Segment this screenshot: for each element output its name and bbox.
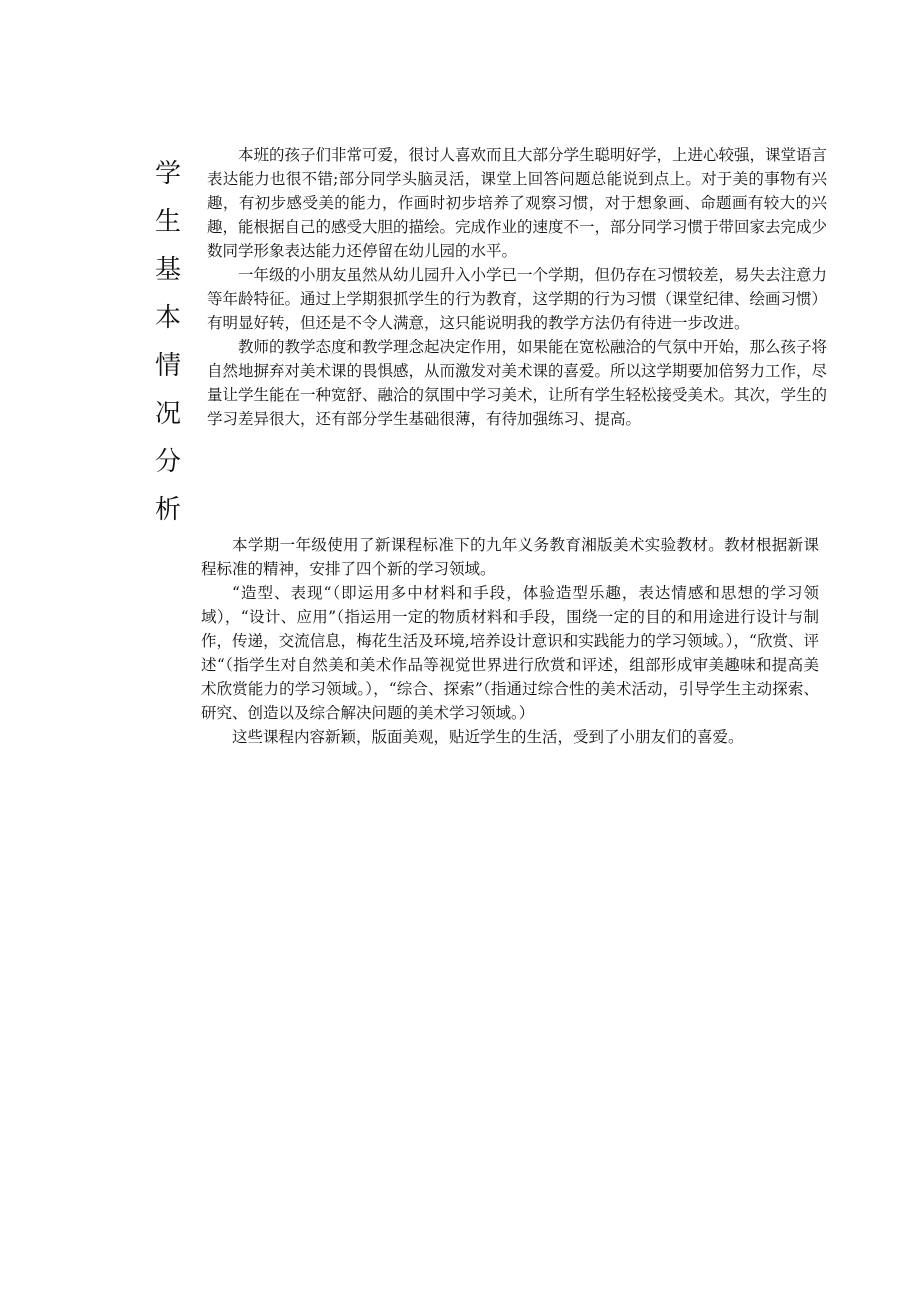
paragraph-learning-domains: “造型、表现“（即运用多中材料和手段，体验造型乐趣，表达情感和思想的学习领域），“设计、应用”（指运用一定的物质材料和手段，围绕一定的目的和用途进行设计与制作，传递，交流信息，梅花生活及环境,培养设计意识和实践能力的学习领域。），“欣赏、评述“（指学生对自然美和美术作品等视觉世界进行欣赏和评述，组部形成审美趣味和提高美术欣赏能力的学习领域。），“综合、探索”（指通过综合性的美术活动，引导学生主动探索、研究、创造以及综合解决问题的美术学习领域。） [201,584,819,722]
heading-char: 分 [154,447,181,477]
vertical-section-heading [148,150,188,534]
paragraph-teaching-attitude: 教师的教学态度和教学理念起决定作用，如果能在宽松融洽的气氛中开始，那么孩子将自然地摒弃对美术课的畏惧感，从而激发对美术课的喜爱。所以这学期要加倍努力工作，尽量让学生能在一种宽舒、融洽的氛围中学习美术，让所有学生轻松接受美术。其次，学生的学习差异很大，还有部分学生基础很薄，有待加强练习、提高。 [207,338,828,428]
paragraph-habits: 一年级的小朋友虽然从幼儿园升入小学已一个学期，但仍存在习惯较差，易失去注意力等年龄特征。通过上学期狠抓学生的行为教育，这学期的行为习惯（课堂纪律、绘画习惯）有明显好转，但还是不令人满意，这只能说明我的教学方法仍有待进一步改进。 [207,266,828,332]
paragraph-class-overview: 本班的孩子们非常可爱，很讨人喜欢而且大部分学生聪明好学，上进心较强，课堂语言表达能力也很不错;部分同学头脑灵活，课堂上回答问题总能说到点上。对于美的事物有兴趣，有初步感受美的能力，作画时初步培养了观察习惯，对于想象画、命题画有较大的兴趣，能根据自己的感受大胆的描绘。完成作业的速度不一，部分同学习惯于带回家去完成少数同学形象表达能力还停留在幼儿园的水平。 [207,146,828,260]
heading-char: 基 [154,255,181,285]
textbook-analysis-text [201,533,819,749]
heading-char: 本 [154,303,181,333]
heading-char: 学 [154,159,181,189]
student-analysis-text [207,143,827,431]
paragraph-textbook-intro: 本学期一年级使用了新课程标准下的九年义务教育湘版美术实验教材。教材根据新课程标准的精神，安排了四个新的学习领域。 [201,536,819,578]
heading-char: 况 [154,399,181,429]
heading-char: 析 [154,495,181,525]
heading-char: 生 [154,207,181,237]
paragraph-content-summary: 这些课程内容新颖，版面美观，贴近学生的生活，受到了小朋友们的喜爱。 [232,728,744,746]
heading-char: 情 [154,351,181,381]
